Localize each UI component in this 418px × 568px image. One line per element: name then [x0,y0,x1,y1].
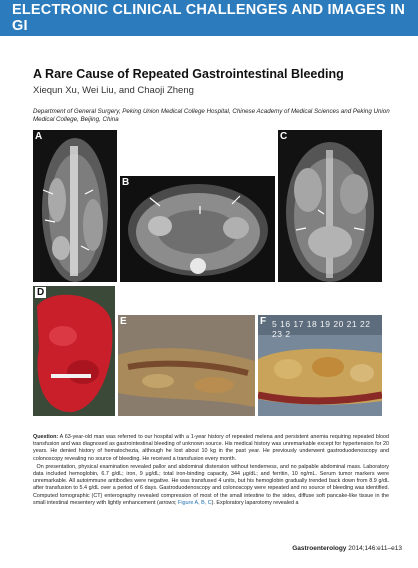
article-body [33,434,389,508]
specimen-photo-e [118,315,255,416]
section-banner [0,0,418,36]
ct-coronal-image-c [278,130,382,282]
ct-axial-image-b [120,176,275,282]
panel-label-c: C [280,131,288,142]
journal-name: Gastroenterology [292,545,347,552]
banner-title: ELECTRONIC CLINICAL CHALLENGES AND IMAGES IN GI [12,2,406,34]
paragraph-question [33,434,389,463]
journal-citation: 2014;146:e11–e13 [348,545,402,552]
arrows-word: arrows [158,499,176,506]
article-authors: Xiequn Xu, Wei Liu, and Chaoji Zheng [33,85,194,96]
panel-label-a: A [35,131,43,142]
panel-label-b: B [122,177,130,188]
article-affiliation: Department of General Surgery, Peking Union Medical College Hospital, Chinese Academy of Medical Sciences and Peking Union Medical College, Beijing, China [33,108,390,123]
panel-label-f: F [260,316,267,327]
paragraph-2-separator: ; [175,499,179,506]
panel-label-d: D [37,287,45,298]
journal-footer [292,545,402,552]
figure-panel-a [33,130,117,282]
paragraph-2-text-a: On presentation, physical examination revealed pallor and abdominal distension without tenderness, and no palpable abdominal mass. Laboratory data included hemoglobin, 6.7 g/dL; iron, 9 μg/dL; total iron-binding capacity, 344 μg/dL; and ferritin, 10 ng/mL. Serum tumor markers were unremarkable. All autoimmune antibodies were negative. He was transfused 4 units, but his hemoglobin gradually trended back down from 8.9 g/dL after transfusion to 5.4 g/dL over a period of 6 days. Gastroduodenoscopy and colonoscopy were repeated and no source of bleeding was identified. Computed tomographic (CT) enterography revealed compression of most of the small intestine to the sides, diffuse soft pancake-like tissue in the small intestinal mesentery with lightly enhancement ( [33,463,389,506]
figure-panel-c [278,130,382,282]
figure-panel-f [258,315,382,416]
specimen-photo-d [33,286,115,416]
figure-panel-e [118,315,255,416]
paragraph-presentation [33,464,389,507]
article-title: A Rare Cause of Repeated Gastrointestinal Bleeding [33,67,344,81]
figure-reference-link[interactable]: Figure A, B, C [178,499,212,506]
ct-coronal-image-a [33,130,117,282]
measurement-ruler: 5 16 17 18 19 20 21 22 23 2 [272,319,371,339]
figure-panel-b [120,176,275,282]
question-label: Question: [33,434,59,440]
figure-panel-d [33,286,115,416]
panel-label-e: E [120,316,127,327]
paragraph-1-text: A 63-year-old man was referred to our hospital with a 1-year history of repeated melena and persistent anemia requiring repeated blood transfusion and was diagnosed as gastrointestinal bleeding of unknown source. His medical history was unremarkable except for hypertension for 20 years. He denied history of hematochezia, although he lost about 10 kg in the past year. He previously underwent gastroduodenoscopy and colonoscopy revealing no source of bleeding. He received a transfusion every month. [33,434,389,462]
paragraph-2-text-b: ). Exploratory laparotomy revealed a [211,499,299,506]
